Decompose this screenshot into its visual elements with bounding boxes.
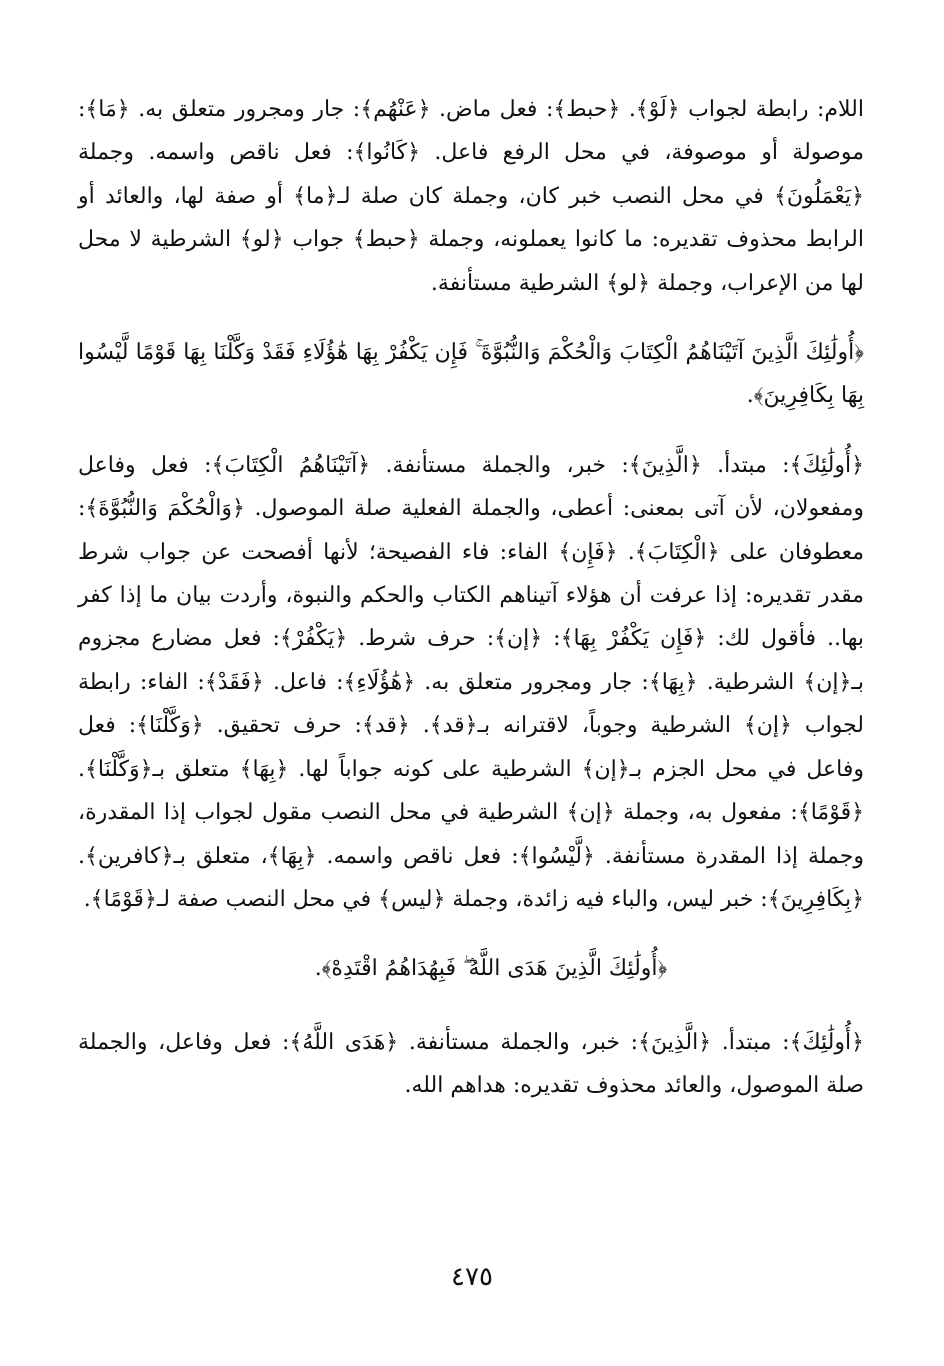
spacer (78, 418, 864, 444)
paragraph-grammar-1: اللام: رابطة لجواب ﴿لَوْ﴾. ﴿حبط﴾: فعل ماض. ﴿عَنْهُم﴾: جار ومجرور متعلق به. ﴿مَا﴾: موصولة أو موصوفة، في محل الرفع فاعل. ﴿كَانُوا﴾: فعل ناقص واسمه. وجملة ﴿يَعْمَلُونَ﴾ في محل النصب خبر كان، وجملة كان صلة لـ﴿ما﴾ أو صفة لها، والعائد أو الرابط محذوف تقديره: ما كانوا يعملونه، وجملة ﴿حبط﴾ جواب ﴿لو﴾ الشرطية لا محل لها من الإعراب، وجملة ﴿لو﴾ الشرطية مستأنفة. (78, 97, 864, 296)
page-body (78, 88, 864, 1108)
quran-verse-1: ﴿أُولَٰئِكَ الَّذِينَ آتَيْنَاهُمُ الْكِتَابَ وَالْحُكْمَ وَالنُّبُوَّةَ ۚ فَإِن يَكْفُرْ بِهَا هَٰؤُلَاءِ فَقَدْ وَكَّلْنَا بِهَا قَوْمًا لَّيْسُوا بِهَا بِكَافِرِينَ﴾. (78, 340, 864, 409)
spacer (78, 991, 864, 1021)
quran-verse-2: ﴿أُولَٰئِكَ الَّذِينَ هَدَى اللَّهُ ۖ فَبِهُدَاهُمُ اقْتَدِهْ﴾. (314, 956, 668, 982)
spacer (78, 921, 864, 947)
paragraph-grammar-2: ﴿أُولَٰئِكَ﴾: مبتدأ. ﴿الَّذِينَ﴾: خبر، والجملة مستأنفة. ﴿آتَيْنَاهُمُ الْكِتَابَ﴾: فعل وفاعل ومفعولان، لأن آتى بمعنى: أعطى، والجملة الفعلية صلة الموصول. ﴿وَالْحُكْمَ وَالنُّبُوَّةَ﴾: معطوفان على ﴿الْكِتَابَ﴾. ﴿فَإِن﴾ الفاء: فاء الفصيحة؛ لأنها أفصحت عن جواب شرط مقدر تقديره: إذا عرفت أن هؤلاء آتيناهم الكتاب والحكم والنبوة، وأردت بيان ما إذا كفر بها.. فأقول لك: ﴿فَإِن يَكْفُرْ بِهَا﴾: ﴿إن﴾: حرف شرط. ﴿يَكْفُرْ﴾: فعل مضارع مجزوم بـ﴿إن﴾ الشرطية. ﴿بِهَا﴾: جار ومجرور متعلق به. ﴿هَٰؤُلَاءِ﴾: فاعل. ﴿فَقَدْ﴾: الفاء: رابطة لجواب ﴿إن﴾ الشرطية وجوباً، لاقترانه بـ﴿قد﴾. ﴿قد﴾: حرف تحقيق. ﴿وَكَّلْنَا﴾: فعل وفاعل في محل الجزم بـ﴿إن﴾ الشرطية على كونه جواباً لها. ﴿بِهَا﴾ متعلق بـ﴿وَكَّلْنَا﴾. ﴿قَوْمًا﴾: مفعول به، وجملة ﴿إن﴾ الشرطية في محل النصب مقول لجواب إذا المقدرة، وجملة إذا المقدرة مستأنفة. ﴿لَّيْسُوا﴾: فعل ناقص واسمه. ﴿بِهَا﴾، متعلق بـ﴿كافرين﴾. ﴿بِكَافِرِينَ﴾: خبر ليس، والباء فيه زائدة، وجملة ﴿ليس﴾ في محل النصب صفة لـ﴿قَوْمًا﴾. (78, 452, 864, 912)
page-number: ٤٧٥ (451, 1262, 493, 1292)
paragraph-grammar-3: ﴿أُولَٰئِكَ﴾: مبتدأ. ﴿الَّذِينَ﴾: خبر، والجملة مستأنفة. ﴿هَدَى اللَّهُ﴾: فعل وفاعل، والجملة صلة الموصول، والعائد محذوف تقديره: هداهم الله. (78, 1029, 864, 1099)
spacer (78, 305, 864, 331)
